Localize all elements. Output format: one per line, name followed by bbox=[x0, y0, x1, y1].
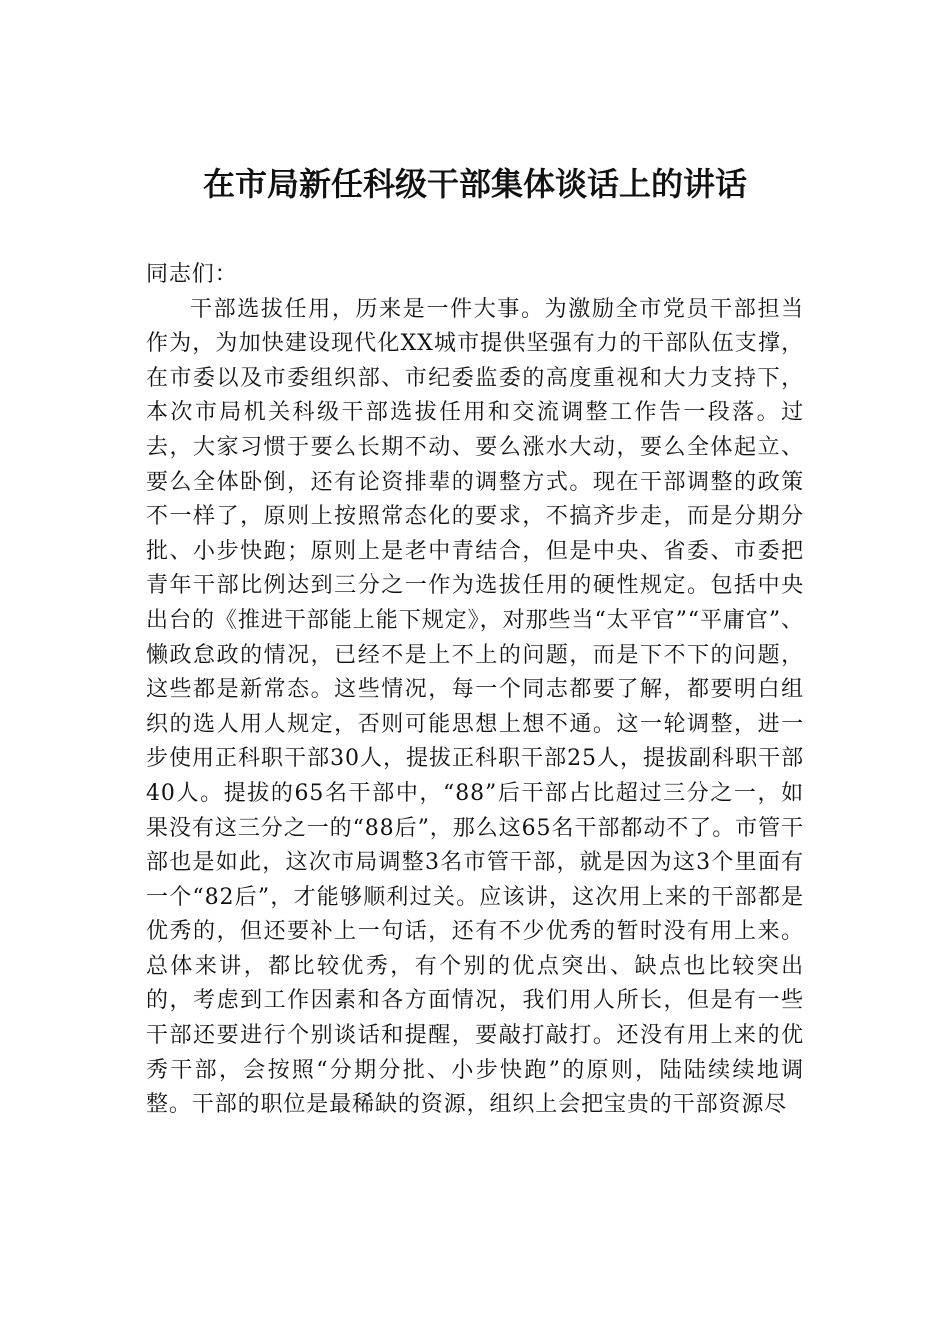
document-title: 在市局新任科级干部集体谈话上的讲话 bbox=[202, 165, 747, 203]
salutation: 同志们： bbox=[146, 262, 238, 287]
body-paragraph: 干部选拔任用，历来是一件大事。为激励全市党员干部担当作为，为加快建设现代化XX城市提供坚强有力的干部队伍支撑，在市委以及市委组织部、市纪委监委的高度重视和大力支持下，本次市局机关科级干部选拔任用和交流调整工作告一段落。过去，大家习惯于要么长期不动、要么涨水大动，要么全体起立、要么全体卧倒，还有论资排辈的调整方式。现在干部调整的政策不一样了，原则上按照常态化的要求，不搞齐步走，而是分期分批、小步快跑；原则上是老中青结合，但是中央、省委、市委把青年干部比例达到三分之一作为选拔任用的硬性规定。包括中央出台的《推进干部能上能下规定》，对那些当“太平官”“平庸官”、懒政怠政的情况，已经不是上不上的问题，而是下不下的问题，这些都是新常态。这些情况，每一个同志都要了解，都要明白组织的选人用人规定，否则可能思想上想不通。这一轮调整，进一步使用正科职干部30人，提拔正科职干部25人，提拔副科职干部40人。提拔的65名干部中，“88”后干部占比超过三分之一，如果没有这三分之一的“88后”，那么这65名干部都动不了。市管干部也是如此，这次市局调整3名市管干部，就是因为这3个里面有一个“82后”，才能够顺利过关。应该讲，这次用上来的干部都是优秀的，但还要补上一句话，还有不少优秀的暂时没有用上来。总体来讲，都比较优秀，有个别的优点突出、缺点也比较突出的，考虑到工作因素和各方面情况，我们用人所长，但是有一些干部还要进行个别谈话和提醒，要敲打敲打。还没有用上来的优秀干部，会按照“分期分批、小步快跑”的原则，陆陆续续地调整。干部的职位是最稀缺的资源，组织上会把宝贵的干部资源尽 bbox=[146, 296, 804, 1118]
document-body bbox=[146, 258, 804, 1123]
